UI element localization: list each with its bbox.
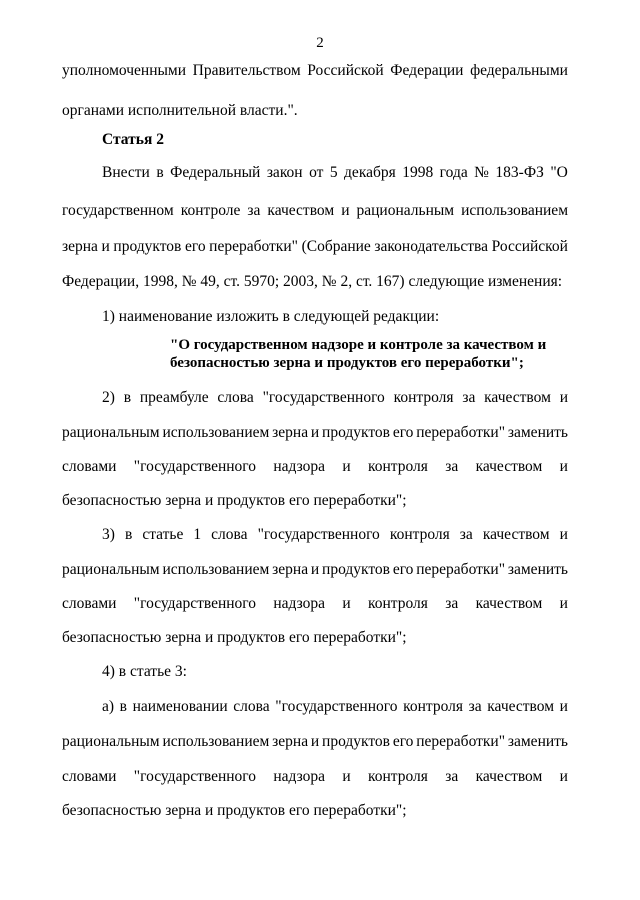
word: Российской [307,62,384,79]
text-line [62,594,568,614]
word: качеством [267,202,335,219]
word: контроля [389,526,450,543]
word: и [559,768,568,785]
word: "государственного [133,768,257,785]
word: 5 [329,164,338,181]
word: переработки" [416,424,506,441]
word: Федеральный [170,164,261,181]
word: его [392,733,414,750]
text-line [62,237,568,257]
word: 2) [102,389,115,406]
word: его [392,424,414,441]
word: за [247,202,261,219]
word: за [462,389,476,406]
word: федеральными [470,62,568,79]
word: Внести [102,164,150,181]
word: и [342,595,351,612]
word: за [445,595,459,612]
text-line [62,201,568,221]
word: государственном [62,202,174,219]
new-title-line-2: безопасностью зерна и продуктов его переработки"; [170,355,524,371]
word: и [559,458,568,475]
word: использованием [162,733,270,750]
word: контроля [367,458,428,475]
word: контроля [393,389,454,406]
word: качеством [475,595,543,612]
word: Правительством [192,62,301,79]
word: "государственного [275,698,398,715]
word: и [342,458,351,475]
word: продуктов [322,561,390,578]
word: надзора [273,768,326,785]
word: переработки" [416,733,506,750]
word: "государственного [257,526,380,543]
word: слова [233,698,270,715]
word: за [468,698,482,715]
word: рациональным [62,561,160,578]
text-line [62,423,568,443]
text-line [102,163,568,183]
word: и [559,698,568,715]
word: словами [62,595,117,612]
word: наименовании [132,698,228,715]
word: зерна [272,733,309,750]
word: 1 [193,526,202,543]
word: и [559,526,568,543]
text-line [62,61,568,81]
word: и [310,424,320,441]
text-line: безопасностью зерна и продуктов его переработки"; [62,629,407,646]
word: Федерации [390,62,464,79]
word: декабря [344,164,396,181]
word: законодательства [374,238,488,255]
text-line: безопасностью зерна и продуктов его переработки"; [62,492,407,509]
word: № [474,164,489,181]
word: его [392,561,414,578]
text-line [62,732,568,752]
word: заменить [507,733,568,750]
word: за [445,458,459,475]
word: переработки" [416,561,506,578]
word: и [310,733,320,750]
word: за [445,768,459,785]
list-item-4: 4) в статье 3: [102,663,187,680]
text-line: безопасностью зерна и продуктов его переработки"; [62,802,407,819]
word: и [341,202,350,219]
word: и [559,389,568,406]
word: использованием [162,561,270,578]
word: статье [142,526,184,543]
text-line [62,457,568,477]
word: "О [550,164,568,181]
word: качеством [484,389,551,406]
word: заменить [507,561,568,578]
word: 3) [102,526,115,543]
word: за [459,526,473,543]
word: и [310,561,320,578]
word: закон [266,164,303,181]
word: продуктов [113,238,182,255]
text-line [102,388,568,408]
word: в [156,164,164,181]
word: рациональным [62,733,160,750]
word: качеством [482,526,550,543]
word: использованием [461,202,568,219]
word: его [184,238,206,255]
word: качеством [487,698,555,715]
word: "государственного [133,458,257,475]
word: качеством [475,458,543,475]
word: надзора [273,458,326,475]
text-line [102,697,568,717]
word: от [309,164,324,181]
word: контроля [367,595,428,612]
word: продуктов [322,733,390,750]
text-line [62,560,568,580]
word: и [101,238,110,255]
text-line [62,767,568,787]
word: словами [62,458,117,475]
word: слова [211,526,248,543]
word: 183-ФЗ [495,164,544,181]
word: контроле [180,202,241,219]
word: в [123,389,132,406]
text-line: органами исполнительной власти.". [62,102,298,119]
word: в [124,526,133,543]
list-item-1: 1) наименование изложить в следующей редакции: [102,308,440,325]
word: качеством [475,768,543,785]
word: и [559,595,568,612]
article-heading: Статья 2 [102,131,164,148]
word: переработки" [209,238,298,255]
word: заменить [507,424,568,441]
word: рациональным [356,202,455,219]
word: "государственного [262,389,385,406]
word: контроля [403,698,464,715]
word: зерна [272,561,309,578]
word: преамбуле [139,389,209,406]
word: продуктов [322,424,390,441]
text-line: Федерации, 1998, № 49, ст. 5970; 2003, № 2, ст. 167) следующие изменения: [62,273,563,290]
word: словами [62,768,117,785]
word: и [342,768,351,785]
word: надзора [273,595,326,612]
word: 1998 [402,164,434,181]
word: года [439,164,468,181]
page-number: 2 [316,35,324,51]
word: Российской [491,238,568,255]
word: рациональным [62,424,160,441]
word: контроля [367,768,428,785]
word: а) [102,698,115,715]
word: в [119,698,127,715]
new-title-line-1: "О государственном надзоре и контроле за качеством и [170,337,547,353]
word: уполномоченными [62,62,187,79]
word: "государственного [133,595,257,612]
word: зерна [62,238,98,255]
word: зерна [272,424,309,441]
text-line [102,525,568,545]
word: (Собрание [301,238,371,255]
word: использованием [162,424,270,441]
word: слова [217,389,254,406]
